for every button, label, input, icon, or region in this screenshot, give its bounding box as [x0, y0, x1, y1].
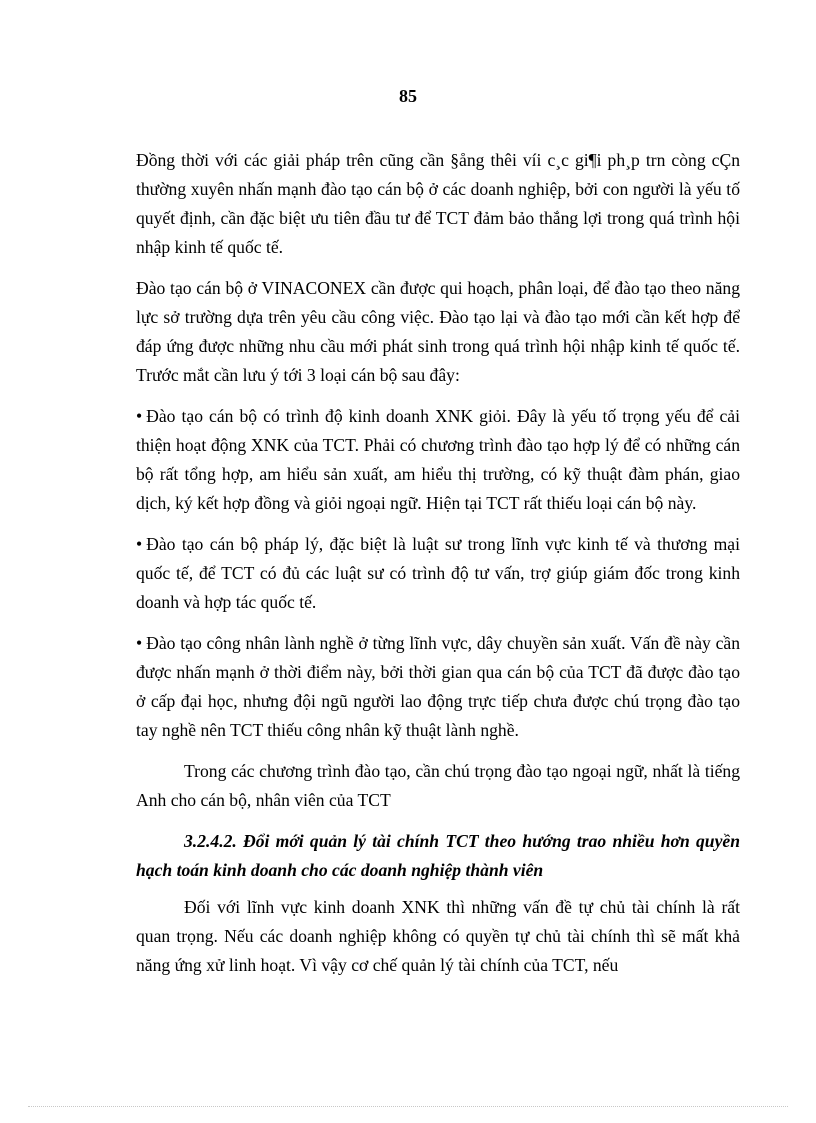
bullet-icon: •: [136, 534, 143, 554]
bullet-item-skilled-workers: [136, 629, 740, 745]
bullet-text: Đào tạo cán bộ pháp lý, đặc biệt là luật sư trong lĩnh vực kinh tế và thương mại quốc tế, để TCT có đủ các luật sư có trình độ tư vấn, trợ giúp giám đốc trong kinh doanh và hợp tác quốc tế.: [136, 534, 740, 612]
page-bottom-divider: [28, 1106, 788, 1107]
document-body: [136, 146, 740, 992]
paragraph-training-plan: Đào tạo cán bộ ở VINACONEX cần được qui hoạch, phân loại, để đào tạo theo năng lực sở trường dựa trên yêu cầu công việc. Đào tạo lại và đào tạo mới cần kết hợp để đáp ứng được những nhu cầu mới phát sinh trong quá trình hội nhập kinh tế quốc tế. Trước mắt cần lưu ý tới 3 loại cán bộ sau đây:: [136, 278, 740, 385]
paragraph-language-training: Trong các chương trình đào tạo, cần chú trọng đào tạo ngoại ngữ, nhất là tiếng Anh cho cán bộ, nhân viên của TCT: [136, 761, 740, 810]
bullet-text: Đào tạo cán bộ có trình độ kinh doanh XNK giỏi. Đây là yếu tố trọng yếu để cải thiện hoạt động XNK của TCT. Phải có chương trình đào tạo hợp lý để có những cán bộ rất tổng hợp, am hiểu sản xuất, am hiểu thị trường, có kỹ thuật đàm phán, giao dịch, ký kết hợp đồng và giỏi ngoại ngữ. Hiện tại TCT rất thiếu loại cán bộ này.: [136, 406, 740, 513]
page-number: 85: [399, 86, 417, 106]
bullet-text: Đào tạo công nhân lành nghề ở từng lĩnh vực, dây chuyền sản xuất. Vấn đề này cần được nhấn mạnh ở thời điểm này, bởi thời gian qua cán bộ của TCT đã được đào tạo ở cấp đại học, nhưng đội ngũ người lao động trực tiếp chưa được chú trọng đào tạo tay nghề nên TCT thiếu công nhân kỹ thuật lành nghề.: [136, 633, 740, 740]
bullet-icon: •: [136, 406, 143, 426]
paragraph-finance: Đối với lĩnh vực kinh doanh XNK thì những vấn đề tự chủ tài chính là rất quan trọng. Nếu các doanh nghiệp không có quyền tự chủ tài chính thì sẽ mất khả năng ứng xử linh hoạt. Vì vậy cơ chế quản lý tài chính của TCT, nếu: [136, 897, 740, 975]
paragraph-intro: Đồng thời với các giải pháp trên cũng cần §ång thêi víi c¸c gi¶i ph¸p trn còng cÇn thường xuyên nhấn mạnh đào tạo cán bộ ở các doanh nghiệp, bởi con người là yếu tố quyết định, cần đặc biệt ưu tiên đầu tư để TCT đảm bảo thắng lợi trong quá trình hội nhập kinh tế quốc tế.: [136, 150, 740, 257]
bullet-icon: •: [136, 633, 143, 653]
bullet-item-trade-staff: [136, 402, 740, 518]
bullet-item-legal-staff: [136, 530, 740, 617]
section-heading: 3.2.4.2. Đổi mới quản lý tài chính TCT theo hướng trao nhiều hơn quyền hạch toán kinh doanh cho các doanh nghiệp thành viên: [136, 831, 740, 880]
